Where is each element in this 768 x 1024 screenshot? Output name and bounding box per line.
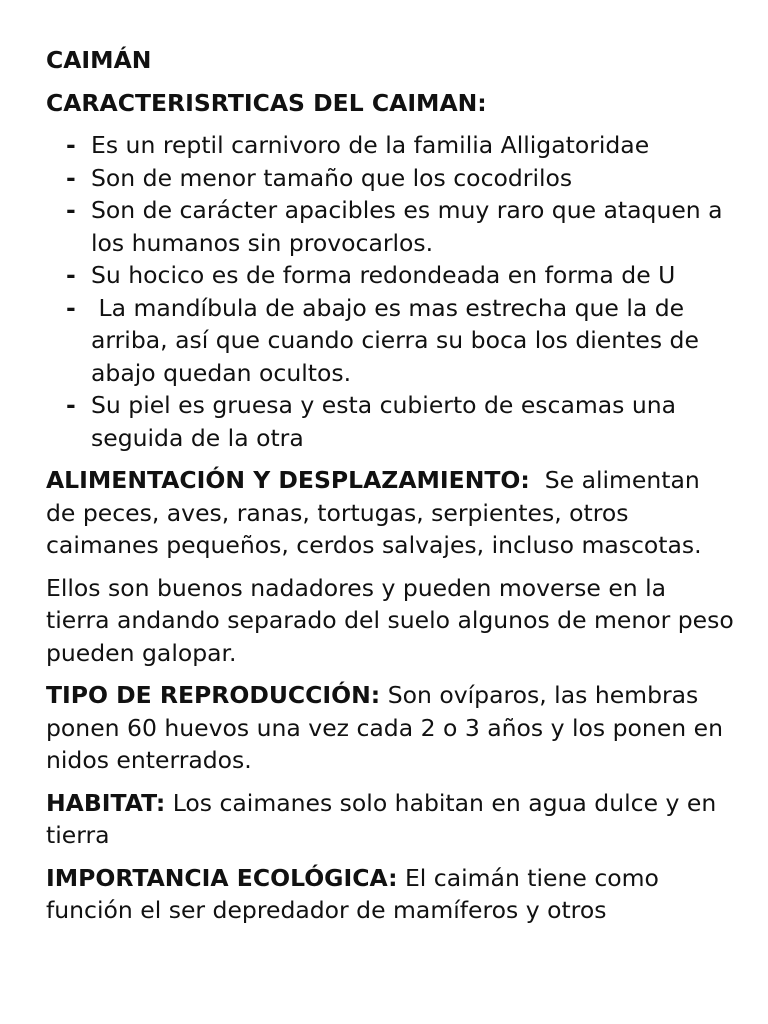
reproduction-text: Son ovíparos, las hembras ponen 60 huevos una vez cada 2 o 3 años y los ponen en nidos enterrados. xyxy=(46,681,731,774)
habitat-text: Los caimanes solo habitan en agua dulce y en tierra xyxy=(46,788,724,849)
bullet-dash: - xyxy=(66,391,76,419)
ecology-label: IMPORTANCIA ECOLÓGICA: xyxy=(46,863,398,892)
list-item xyxy=(46,259,736,292)
list-item xyxy=(46,292,736,390)
feeding-label: ALIMENTACIÓN Y DESPLAZAMIENTO: xyxy=(46,466,530,494)
habitat-label: HABITAT: xyxy=(46,788,166,817)
bullet-dash: - xyxy=(66,261,76,289)
bullet-dash: - xyxy=(66,196,76,224)
list-item xyxy=(46,389,736,454)
movement-paragraph: Ellos son buenos nadadores y pueden moverse en la tierra andando separado del suelo algunos de menor peso pueden galopar. xyxy=(46,573,734,667)
document-title: CAIMÁN xyxy=(46,46,152,74)
characteristics-heading: CARACTERISRTICAS DEL CAIMAN: xyxy=(46,88,487,117)
list-item-text: Son de carácter apacibles es muy raro que ataquen a los humanos sin provocarlos. xyxy=(91,196,723,257)
characteristics-list xyxy=(46,129,736,454)
feeding-text: Se alimentan de peces, aves, ranas, tortugas, serpientes, otros caimanes pequeños, cerdos salvajes, incluso mascotas. xyxy=(46,466,708,559)
ecology-paragraph xyxy=(46,862,736,927)
list-item-text: Su hocico es de forma redondeada en forma de U xyxy=(91,261,676,289)
list-item-text: Son de menor tamaño que los cocodrilos xyxy=(91,163,573,192)
list-item xyxy=(46,194,736,259)
bullet-dash: - xyxy=(66,293,76,322)
ecology-text: El caimán tiene como función el ser depredador de mamíferos y otros xyxy=(46,863,667,924)
bullet-dash: - xyxy=(66,131,76,159)
habitat-paragraph xyxy=(46,787,736,852)
list-item-text: Es un reptil carnivoro de la familia Alligatoridae xyxy=(91,131,650,159)
reproduction-paragraph xyxy=(46,679,736,777)
document-page xyxy=(46,44,736,937)
list-item-text: La mandíbula de abajo es mas estrecha que la de arriba, así que cuando cierra su boca los dientes de abajo quedan ocultos. xyxy=(91,293,707,387)
feeding-paragraph xyxy=(46,464,736,562)
bullet-dash: - xyxy=(66,163,76,192)
reproduction-label: TIPO DE REPRODUCCIÓN: xyxy=(46,681,381,709)
list-item-text: Su piel es gruesa y esta cubierto de escamas una seguida de la otra xyxy=(91,391,677,452)
list-item xyxy=(46,129,736,162)
list-item xyxy=(46,162,736,195)
